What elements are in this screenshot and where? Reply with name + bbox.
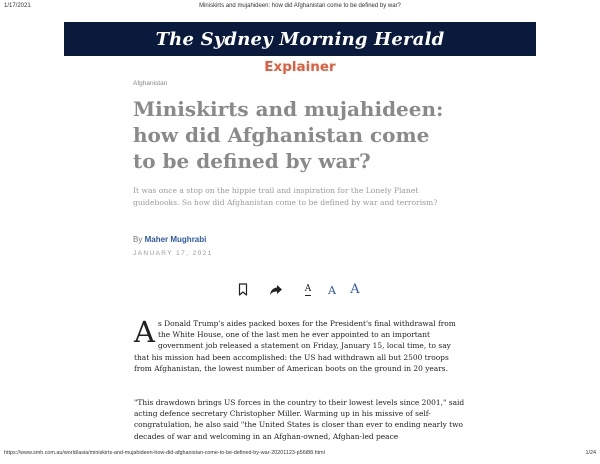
page-number: 1/24 [585, 450, 596, 456]
publish-date: JANUARY 17, 2021 [133, 250, 213, 257]
category-link[interactable]: Afghanistan [133, 80, 168, 87]
article-tools [232, 278, 372, 298]
body-paragraph-text: s Donald Trump's aides packed boxes for the President's final withdrawal from the White House, one of the last men he ever appointed to an important government job released a statement on Friday, January 15, local time, to say that his mission had been accomplished: the US had withdrawn all but 2500 troops from Afghanistan, the lowest number of American boots on the ground in 20 years. [134, 319, 456, 373]
body-paragraph: "This drawdown brings US forces in the country to their lowest levels since 2001," said acting defence secretary Christopher Miller. Warming up in his missive of self-congratulation, he also said "the United States is closer than ever to ending nearly two decades of war and welcoming in an Afghan-owned, Afghan-led peace [134, 398, 465, 441]
masthead[interactable] [64, 22, 536, 56]
print-date: 1/17/2021 [4, 3, 31, 9]
body-paragraph [134, 315, 468, 374]
byline-prefix: By [133, 235, 143, 244]
text-size-small-label: A [304, 284, 312, 294]
text-size-large-button[interactable] [348, 278, 362, 296]
section-label: Explainer [264, 59, 336, 75]
text-size-large-label: A [350, 282, 360, 297]
byline [133, 235, 206, 244]
print-footer [0, 446, 600, 464]
text-size-medium-button[interactable] [326, 278, 338, 296]
article-headline: Miniskirts and mujahideen: how did Afghanistan come to be defined by war? [133, 97, 444, 173]
print-url: https://www.smh.com.au/world/asia/miniskirts-and-mujahideen-how-did-afghanistan-come-to-be-defined-by-war-20201123-p56t88.html [4, 450, 325, 456]
bookmark-icon[interactable] [236, 278, 250, 296]
text-size-medium-label: A [328, 284, 336, 297]
print-title: Miniskirts and mujahideen: how did Afghanistan come to be defined by war? [199, 3, 401, 9]
drop-cap: A [134, 315, 155, 349]
text-size-small-button[interactable] [302, 278, 314, 296]
print-header [0, 0, 600, 22]
author-link[interactable]: Maher Mughrabi [144, 235, 207, 244]
share-icon[interactable] [268, 278, 284, 296]
article-standfirst: It was once a stop on the hippie trail and inspiration for the Lonely Planet guidebooks. So how did Afghanistan come to be defined by war and terrorism? [133, 186, 438, 207]
site-logo[interactable]: The Sydney Morning Herald [155, 28, 445, 50]
